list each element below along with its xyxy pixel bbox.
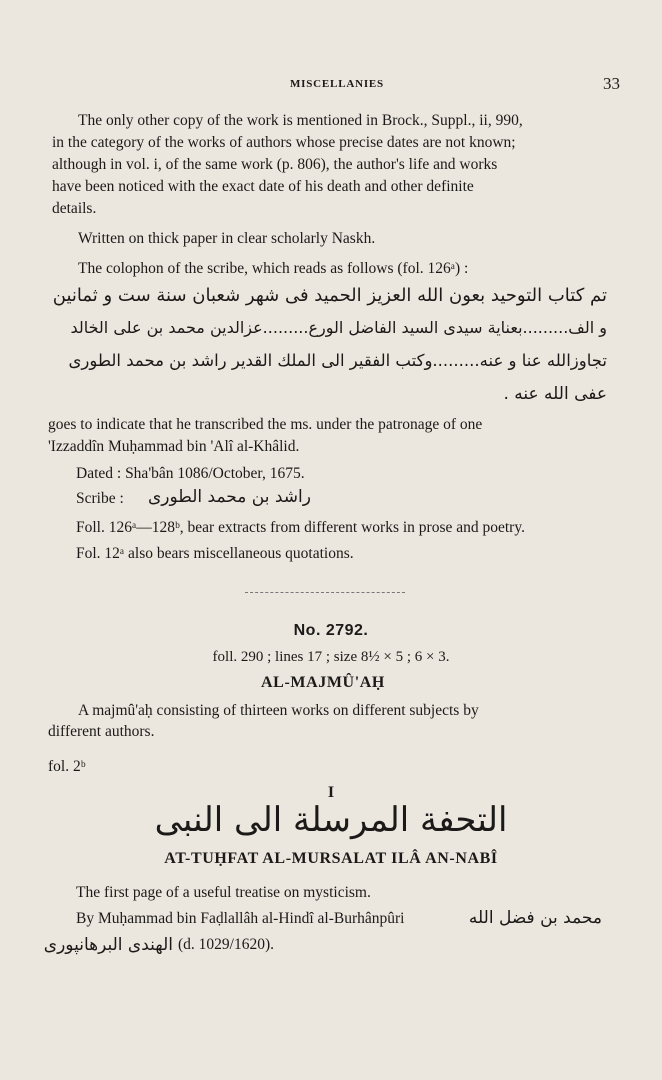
scribe-arabic: راشد بن محمد الطورى xyxy=(148,487,311,507)
goes-line-2: 'Izzaddîn Muḥammad bin 'Alî al-Khâlid. xyxy=(48,438,300,455)
goes-line-1: goes to indicate that he transcribed the ms. under the patronage of one xyxy=(48,416,483,433)
section-title: AT-TUḤFAT AL-MURSALAT ILÂ AN-NABÎ xyxy=(164,850,498,867)
section-numeral: I xyxy=(327,784,335,801)
section-date: (d. 1029/1620). xyxy=(178,936,275,953)
para1-line-4: have been noticed with the exact date of his death and other definite xyxy=(52,178,474,195)
section-by-arabic: محمد بن فضل الله xyxy=(468,908,602,928)
fol12-note: Fol. 12ᵃ also bears miscellaneous quotations. xyxy=(76,545,354,562)
arabic-colophon-line-1: تم كتاب التوحيد بعون الله العزيز الحميد فى شهر شعبان سنة ست و ثمانين xyxy=(52,285,607,306)
section-divider xyxy=(245,592,405,593)
para1-line-2: in the category of the works of authors whose precise dates are not known; xyxy=(52,134,516,151)
para1-line-1: The only other copy of the work is mentioned in Brock., Suppl., ii, 990, xyxy=(78,112,523,129)
scribe-label: Scribe : xyxy=(76,490,124,507)
foll-note: Foll. 126ᵃ—128ᵇ, bear extracts from different works in prose and poetry. xyxy=(76,519,525,536)
section-arabic-title: التحفة المرسلة الى النبى xyxy=(154,800,508,840)
entry-folio: fol. 2ᵇ xyxy=(48,758,86,775)
arabic-colophon-line-4: عفى الله عنه . xyxy=(503,384,607,404)
colophon-intro: The colophon of the scribe, which reads as follows (fol. 126ᵃ) : xyxy=(78,260,469,277)
arabic-colophon-line-3: تجاوزالله عنا و عنه.........وكتب الفقير الى الملك القدير راشد بن محمد الطورى xyxy=(68,351,607,370)
para1-line-3: although in vol. i, of the same work (p. 806), the author's life and works xyxy=(52,156,498,173)
entry-desc-line-2: different authors. xyxy=(48,723,155,740)
arabic-colophon-line-2: و الف.........بعناية سيدى السيد الفاضل الورع.........عزالدين محمد بن على الخالد xyxy=(70,318,607,337)
running-title: MISCELLANIES xyxy=(290,78,384,90)
para1-line-5: details. xyxy=(52,200,97,217)
section-by-line: By Muḥammad bin Faḍlallâh al-Hindî al-Burhânpûri xyxy=(76,910,405,927)
entry-number: No. 2792. xyxy=(293,622,369,639)
written-line: Written on thick paper in clear scholarly Naskh. xyxy=(78,230,376,247)
page-number: 33 xyxy=(603,74,620,93)
entry-details: foll. 290 ; lines 17 ; size 8½ × 5 ; 6 × 3. xyxy=(212,649,450,665)
section-first-page: The first page of a useful treatise on mysticism. xyxy=(76,884,371,901)
entry-desc-line-1: A majmû'aḥ consisting of thirteen works on different subjects by xyxy=(78,702,479,719)
entry-title: AL-MAJMÛ'AḤ xyxy=(261,674,385,691)
dated-line: Dated : Sha'bân 1086/October, 1675. xyxy=(76,465,305,482)
section-last-arabic: الهندى البرهانپورى xyxy=(43,935,173,955)
